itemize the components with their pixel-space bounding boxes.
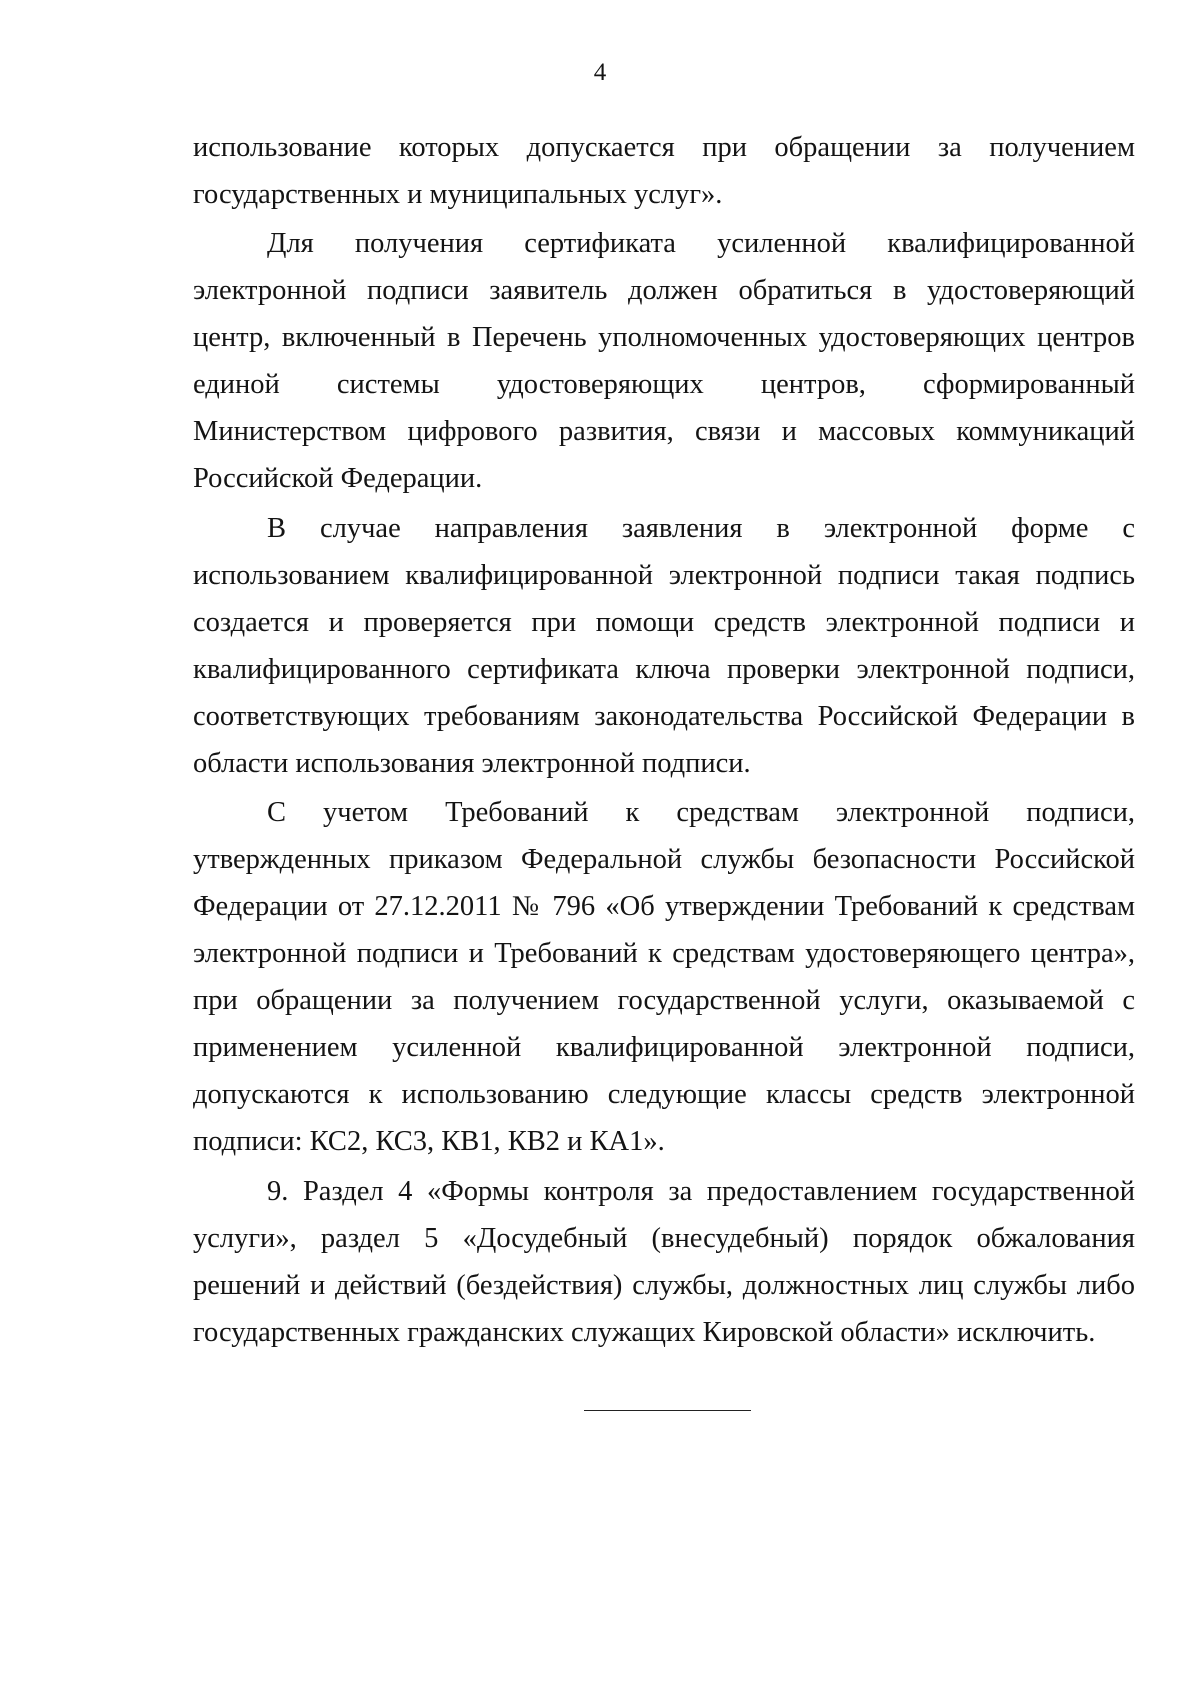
paragraph-certificate: Для получения сертификата усиленной квалифицированной электронной подписи заявитель должен обратиться в удостоверяющий центр, включенный в Перечень уполномоченных удостоверяющих центров единой системы удостоверяющих центров, сформированный Министерством цифрового развития, связи и массовых коммуникаций Российской Федерации. (193, 228, 1135, 494)
paragraph-continuation: использование которых допускается при обращении за получением государственных и муниципальных услуг». (193, 132, 1135, 210)
page-number: 4 (593, 59, 607, 86)
paragraph-item-9: 9. Раздел 4 «Формы контроля за предоставлением государственной услуги», раздел 5 «Досудебный (внесудебный) порядок обжалования решений и действий (бездействия) службы, должностных лиц службы либо государственных гражданских служащих Кировской области» исключить. (193, 1176, 1135, 1348)
document-body (193, 124, 1135, 1356)
closing-separator-line (584, 1410, 751, 1411)
paragraph-electronic-form: В случае направления заявления в электронной форме с использованием квалифицированной электронной подписи такая подпись создается и проверяется при помощи средств электронной подписи и квалифицированного сертификата ключа проверки электронной подписи, соответствующих требованиям законодательства Российской Федерации в области использования электронной подписи. (193, 513, 1135, 779)
paragraph-requirements: С учетом Требований к средствам электронной подписи, утвержденных приказом Федеральной службы безопасности Российской Федерации от 27.12.2011 № 796 «Об утверждении Требований к средствам электронной подписи и Требований к средствам удостоверяющего центра», при обращении за получением государственной услуги, оказываемой с применением усиленной квалифицированной электронной подписи, допускаются к использованию следующие классы средств электронной подписи: КС2, КС3, КВ1, КВ2 и КА1». (193, 797, 1135, 1157)
